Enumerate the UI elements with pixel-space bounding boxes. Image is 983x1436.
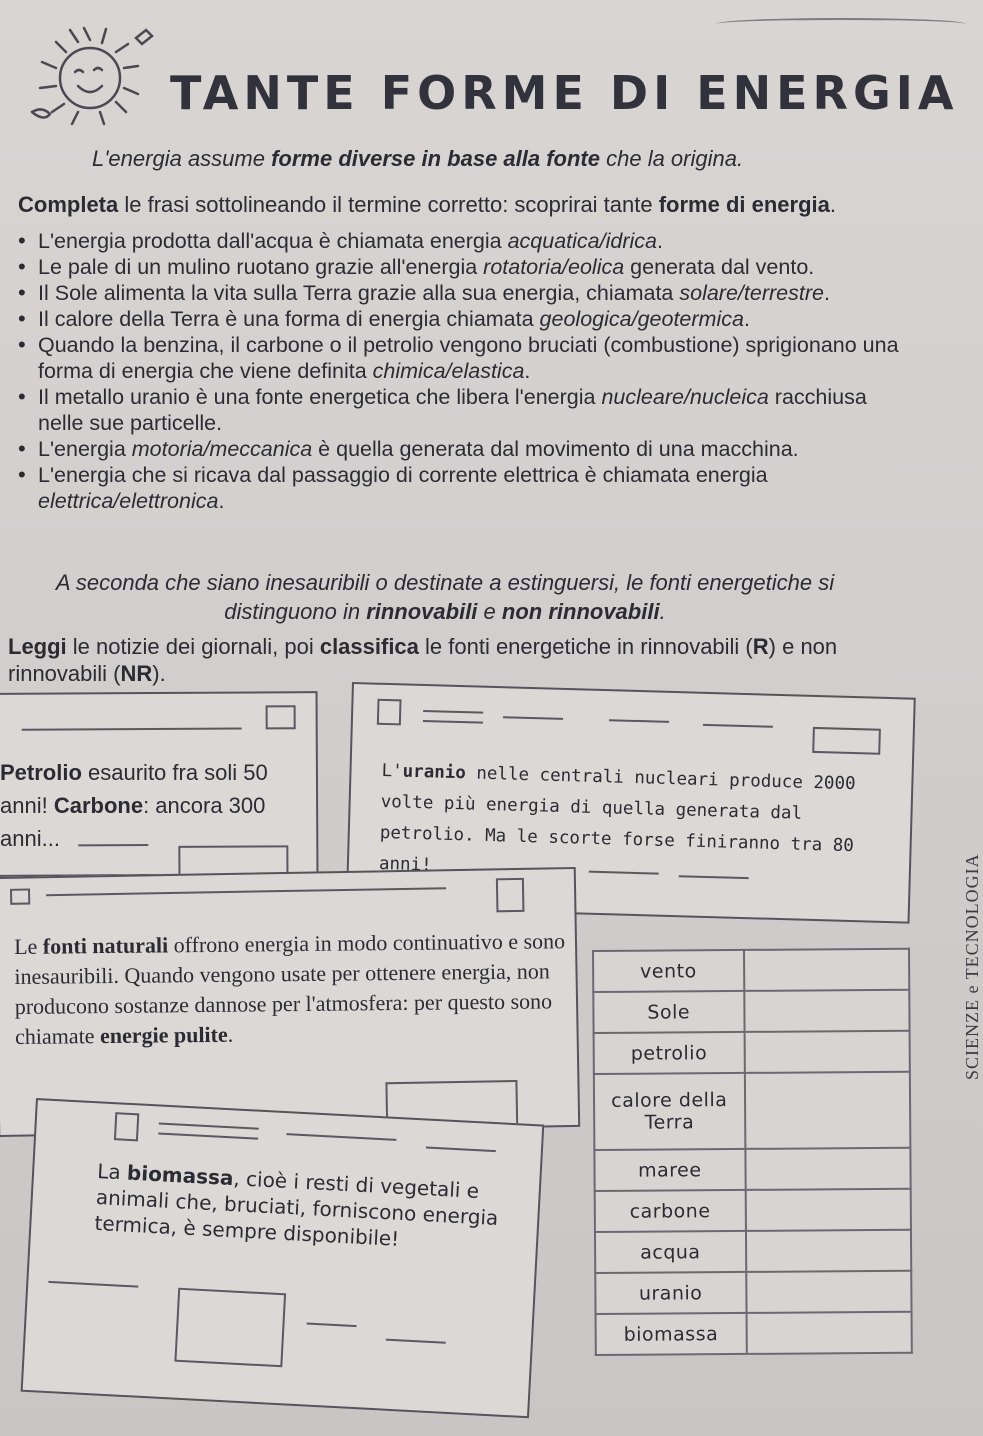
- choice-option[interactable]: motoria/meccanica: [131, 437, 313, 461]
- source-cell: calore della Terra: [594, 1073, 745, 1150]
- clip-decor: [10, 888, 30, 904]
- table-row: [594, 1072, 911, 1150]
- subject-label: SCIENZE e TECNOLOGIA: [962, 853, 982, 1080]
- clip-decor: [48, 1281, 138, 1288]
- list-item: • L'energia motoria/meccanica è quella generata dal movimento di una macchina.: [14, 436, 914, 462]
- choice-option[interactable]: chimica/elastica: [372, 359, 525, 383]
- choice-option[interactable]: nucleare/nucleica: [601, 385, 769, 409]
- clip-decor: [423, 710, 483, 714]
- clip-decor: [22, 728, 242, 731]
- clip-decor: [812, 727, 881, 755]
- table-row: [595, 1271, 911, 1314]
- clip-decor: [286, 1133, 396, 1141]
- clip-decor: [377, 699, 402, 726]
- answer-cell[interactable]: [745, 1189, 911, 1231]
- sentence-list: [14, 228, 914, 514]
- choice-option[interactable]: rotatoria/eolica: [483, 255, 625, 279]
- clip-decor: [114, 1112, 139, 1141]
- page-title: TANTE FORME DI ENERGIA: [170, 66, 959, 120]
- answer-cell[interactable]: [744, 949, 910, 991]
- list-item: • L'energia prodotta dall'acqua è chiamata energia acquatica/idrica.: [14, 228, 914, 254]
- list-item: • Il calore della Terra è una forma di energia chiamata geologica/geotermica.: [14, 306, 914, 332]
- news-clipping-biomassa: [21, 1098, 545, 1418]
- list-item: • Il Sole alimenta la vita sulla Terra grazie alla sua energia, chiamata solare/terrestre.: [14, 280, 914, 306]
- answer-cell[interactable]: [744, 1072, 910, 1149]
- source-cell: petrolio: [594, 1032, 745, 1074]
- answer-cell[interactable]: [746, 1312, 912, 1354]
- clipping-text-uranio: L'uranio nelle centrali nucleari produce 2000 volte più energia di quella generata dal petrolio. Ma le scorte forse finiranno tra 80 anni!: [378, 760, 856, 876]
- list-item: • Le pale di un mulino ruotano grazie all'energia rotatoria/eolica generata dal vento.: [14, 254, 914, 280]
- answer-cell[interactable]: [745, 1230, 911, 1272]
- intro-text: L'energia assume forme diverse in base alla fonte che la origina.: [92, 146, 744, 171]
- table-row: [593, 949, 909, 992]
- table-row: [594, 1148, 910, 1191]
- clip-decor: [174, 1288, 286, 1368]
- classify-instruction: Leggi le notizie dei giornali, poi classifica le fonti energetiche in rinnovabili (R) e non rinnovabili (NR).: [8, 634, 838, 686]
- table-row: [596, 1312, 912, 1355]
- answer-cell[interactable]: [744, 1031, 910, 1073]
- list-item: • Quando la benzina, il carbone o il petrolio vengono bruciati (combustione) sprigionano una forma di energia che viene definita chimica/elastica.: [14, 332, 914, 384]
- sun-mascot-icon: [28, 20, 158, 130]
- source-cell: carbone: [595, 1190, 746, 1232]
- choice-option[interactable]: acquatica/idrica: [507, 229, 657, 253]
- clip-decor: [158, 1132, 258, 1139]
- source-cell: Sole: [593, 991, 744, 1033]
- exercise-instruction: Completa le frasi sottolineando il termine corretto: scoprirai tante forme di energia.: [18, 192, 837, 217]
- clip-decor: [426, 1146, 496, 1152]
- decorative-line: [716, 18, 966, 30]
- table-row: [595, 1230, 911, 1273]
- classification-table: [592, 948, 913, 1356]
- info-note: A seconda che siano inesauribili o destinate a estinguersi, le fonti energetiche si distinguono in rinnovabili e non rinnovabili.: [55, 570, 835, 624]
- clip-decor: [159, 1122, 259, 1129]
- choice-option[interactable]: elettrica/elettronica: [38, 489, 219, 513]
- clip-decor: [423, 720, 483, 724]
- clipping-text-biomassa: La biomassa, cioè i resti di vegetali e animali che, bruciati, forniscono energia termica, è sempre disponibile!: [93, 1158, 499, 1251]
- table-row: [595, 1189, 911, 1232]
- choice-option[interactable]: solare/terrestre: [679, 281, 824, 305]
- list-item: • L'energia che si ricava dal passaggio di corrente elettrica è chiamata energia elettrica/elettronica.: [14, 462, 914, 514]
- clipping-text-fonti-naturali: Le fonti naturali offrono energia in modo continuativo e sono inesauribili. Quando vengono usate per ottenere energia, non producono sostanze dannose per l'atmosfera: per questo sono chiamate energie pulite.: [14, 928, 566, 1049]
- clip-decor: [46, 887, 446, 896]
- clip-decor: [503, 716, 563, 720]
- clip-decor: [266, 705, 296, 729]
- clipping-text-petrolio: Petrolio esaurito fra soli 50 anni! Carbone: ancora 300 anni...: [0, 760, 268, 851]
- source-cell: biomassa: [596, 1313, 747, 1355]
- clip-decor: [307, 1322, 357, 1327]
- list-item: • Il metallo uranio è una fonte energetica che libera l'energia nucleare/nucleica racchiusa nelle sue particelle.: [14, 384, 914, 436]
- source-cell: maree: [594, 1149, 745, 1191]
- answer-cell[interactable]: [744, 990, 910, 1032]
- table-row: [594, 1031, 910, 1074]
- clip-decor: [703, 724, 773, 728]
- source-cell: vento: [593, 950, 744, 992]
- source-cell: uranio: [595, 1272, 746, 1314]
- choice-option[interactable]: geologica/geotermica: [539, 307, 744, 331]
- answer-cell[interactable]: [746, 1271, 912, 1313]
- clip-decor: [609, 719, 669, 723]
- table-row: [593, 990, 909, 1033]
- answer-cell[interactable]: [745, 1148, 911, 1190]
- source-cell: acqua: [595, 1231, 746, 1273]
- clip-decor: [386, 1339, 446, 1344]
